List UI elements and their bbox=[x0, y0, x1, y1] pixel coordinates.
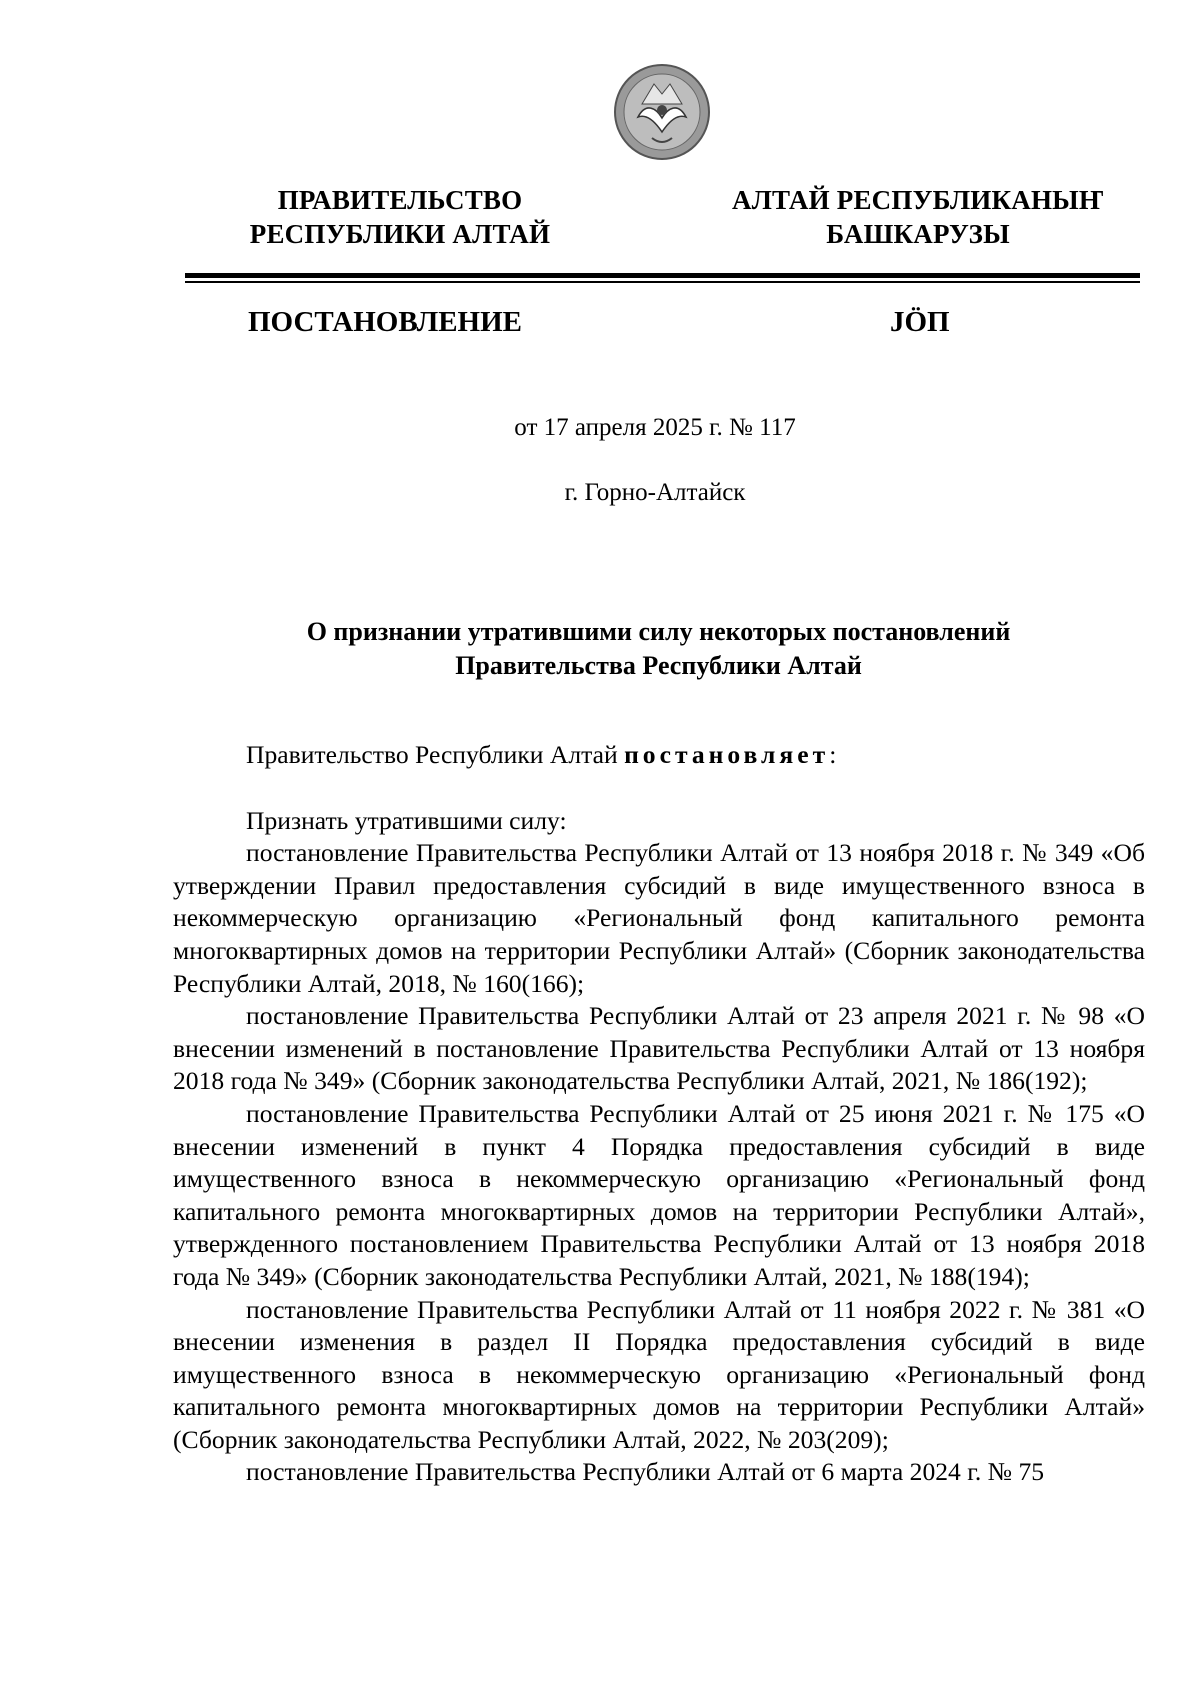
header-left bbox=[190, 183, 610, 251]
doctype-altai: JÖП bbox=[890, 306, 950, 338]
paragraph-lead: Признать утратившими силу: bbox=[246, 805, 567, 835]
document-title bbox=[0, 615, 1200, 683]
document-body bbox=[173, 739, 1145, 1489]
header-divider-thick bbox=[185, 273, 1140, 278]
paragraph-item-4: постановление Правительства Республики Алтай от 11 ноября 2022 г. № 381 «О внесении изменения в раздел II Порядка предоставления субсидий в виде имущественного взноса в некоммерческую организацию «Региональный фонд капитального ремонта многоквартирных домов на территории Республики Алтай» (Сборник законодательства Республики Алтай, 2022, № 203(209); bbox=[173, 1294, 1145, 1454]
intro-prefix: Правительство Республики Алтай bbox=[246, 740, 625, 769]
title-line2: Правительства Республики Алтай bbox=[455, 651, 862, 680]
coat-of-arms-emblem bbox=[612, 62, 712, 162]
document-city: г. Горно-Алтайск bbox=[564, 479, 746, 506]
intro-verb: постановляет bbox=[624, 740, 830, 769]
doctype-russian: ПОСТАНОВЛЕНИЕ bbox=[248, 306, 523, 338]
header-right bbox=[698, 183, 1138, 251]
paragraph-item-5: постановление Правительства Республики Алтай от 6 марта 2024 г. № 75 bbox=[246, 1457, 1045, 1487]
header-left-line1: ПРАВИТЕЛЬСТВО bbox=[277, 185, 523, 215]
header-right-line2: БАШКАРУЗЫ bbox=[826, 219, 1010, 249]
emblem-graphic bbox=[612, 62, 712, 162]
intro-suffix: : bbox=[829, 740, 837, 769]
paragraph-item-1: постановление Правительства Республики Алтай от 13 ноября 2018 г. № 349 «Об утверждении Правил предоставления субсидий в виде имущественного взноса в некоммерческую организацию «Региональный фонд капитального ремонта многоквартирных домов на территории Республики Алтай» (Сборник законодательства Республики Алтай, 2018, № 160(166); bbox=[173, 838, 1145, 998]
header-divider-thin bbox=[185, 281, 1140, 283]
paragraph-item-3: постановление Правительства Республики Алтай от 25 июня 2021 г. № 175 «О внесении изменений в пункт 4 Порядка предоставления субсидий в виде имущественного взноса в некоммерческую организацию «Региональный фонд капитального ремонта многоквартирных домов на территории Республики Алтай», утвержденного постановлением Правительства Республики Алтай от 13 ноября 2018 года № 349» (Сборник законодательства Республики Алтай, 2021, № 188(194); bbox=[173, 1098, 1145, 1291]
intro-paragraph bbox=[173, 739, 1145, 772]
document-date-number: от 17 апреля 2025 г. № 117 bbox=[514, 414, 796, 441]
header-right-line1: АЛТАЙ РЕСПУБЛИКАНЫҤ bbox=[732, 185, 1104, 215]
header-left-line2: РЕСПУБЛИКИ АЛТАЙ bbox=[249, 219, 551, 249]
title-line1: О признании утратившими силу некоторых постановлений bbox=[306, 617, 1011, 646]
paragraph-item-2: постановление Правительства Республики Алтай от 23 апреля 2021 г. № 98 «О внесении изменений в постановление Правительства Республики Алтай от 13 ноября 2018 года № 349» (Сборник законодательства Республики Алтай, 2021, № 186(192); bbox=[173, 1001, 1145, 1096]
